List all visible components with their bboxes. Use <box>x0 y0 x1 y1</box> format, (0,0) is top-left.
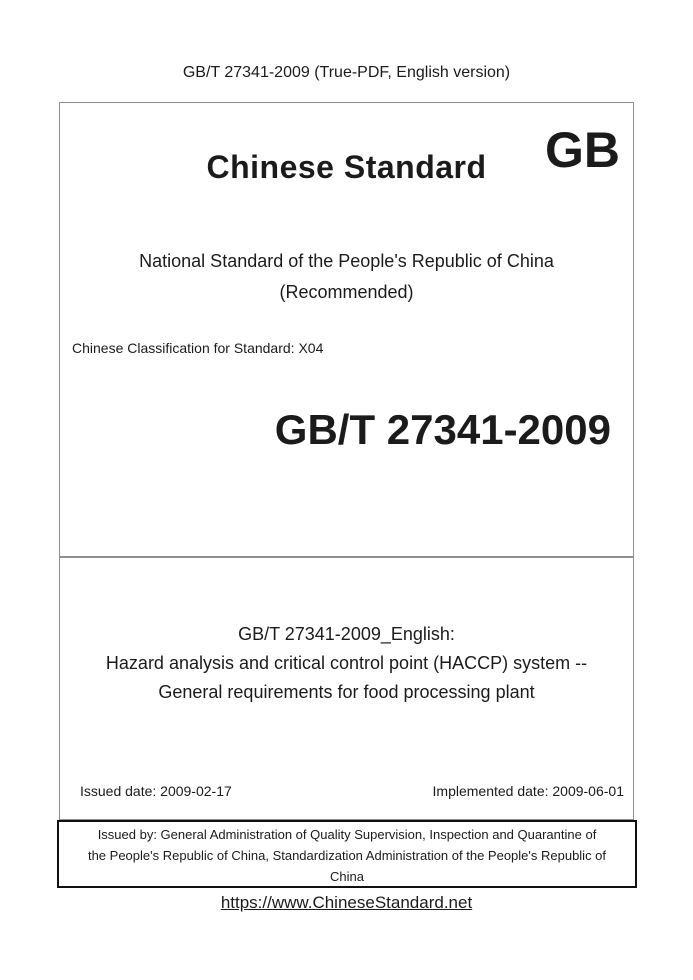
national-standard-line: National Standard of the People's Republic of China <box>139 251 554 271</box>
english-title-line-1: GB/T 27341-2009_English: <box>238 624 455 644</box>
footer <box>0 892 693 914</box>
cover-box <box>59 102 634 557</box>
gb-logo: GB <box>545 122 620 178</box>
issuer-line-3: China <box>330 869 364 884</box>
national-standard-block <box>60 246 633 308</box>
dates-row <box>60 782 633 800</box>
title-box <box>59 557 634 820</box>
english-title-line-3: General requirements for food processing plant <box>158 682 535 702</box>
issuer-line-1: Issued by: General Administration of Quality Supervision, Inspection and Quarantine of <box>97 827 597 842</box>
issuer-line-2: the People's Republic of China, Standardization Administration of the People's Republic of <box>87 848 607 863</box>
classification-line: Chinese Classification for Standard: X04 <box>72 340 324 356</box>
standard-number: GB/T 27341-2009 <box>274 406 611 453</box>
english-title-block <box>60 620 633 707</box>
issuer-box <box>57 820 637 888</box>
english-title-line-2: Hazard analysis and critical control point (HACCP) system -- <box>105 653 588 673</box>
issued-date: Issued date: 2009-02-17 <box>80 783 232 799</box>
implemented-date: Implemented date: 2009-06-01 <box>432 783 624 799</box>
footer-link[interactable]: https://www.ChineseStandard.net <box>220 893 473 912</box>
document-header: GB/T 27341-2009 (True-PDF, English version) <box>182 64 511 81</box>
brand-title: Chinese Standard <box>206 149 487 185</box>
recommended-line: (Recommended) <box>279 282 414 302</box>
